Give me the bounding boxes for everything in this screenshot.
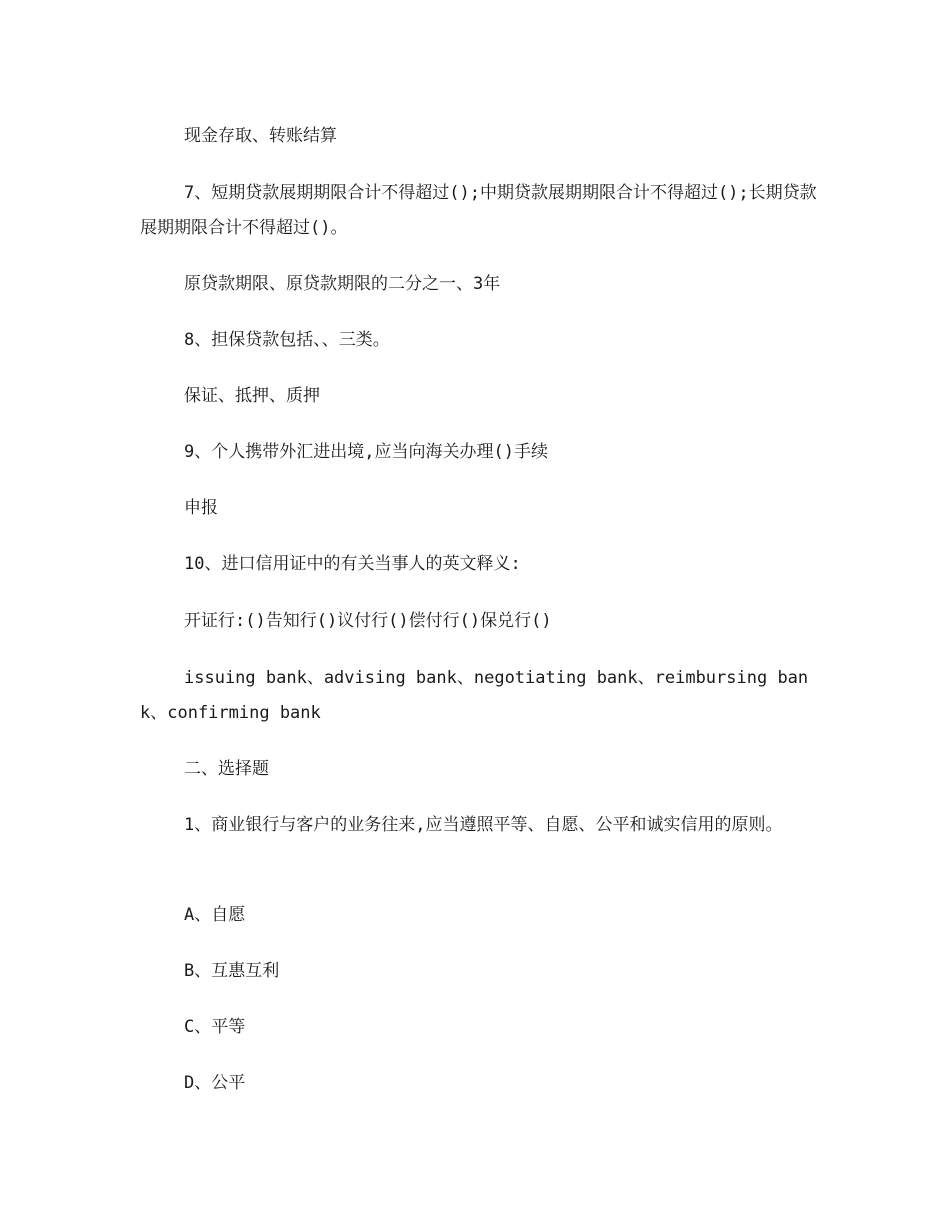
option-b: B、互惠互利: [184, 961, 280, 981]
question-10: 10、进口信用证中的有关当事人的英文释义:: [184, 554, 521, 574]
answer-line: 原贷款期限、原贷款期限的二分之一、3年: [184, 274, 501, 294]
answer-line: 现金存取、转账结算: [184, 126, 337, 146]
question-7: 7、短期贷款展期期限合计不得超过();中期贷款展期期限合计不得超过();长期贷款展期期限合计不得超过()。: [140, 183, 817, 238]
option-c: C、平等: [184, 1017, 246, 1037]
answer-line: 保证、抵押、质押: [184, 386, 320, 406]
option-a: A、自愿: [184, 905, 246, 925]
question-8: 8、担保贷款包括、、三类。: [184, 330, 390, 350]
answer-line: issuing bank、advising bank、negotiating bank、reimbursing bank、confirming bank: [140, 668, 809, 723]
section-heading: 二、选择题: [184, 759, 269, 779]
answer-line: 申报: [184, 498, 218, 518]
question-10-fill-line: 开证行:()告知行()议付行()偿付行()保兑行(): [184, 611, 552, 631]
choice-question-1: 1、商业银行与客户的业务往来,应当遵照平等、自愿、公平和诚实信用的原则。: [184, 815, 783, 835]
question-9: 9、个人携带外汇进出境,应当向海关办理()手续: [184, 442, 548, 462]
option-d: D、公平: [184, 1073, 246, 1093]
